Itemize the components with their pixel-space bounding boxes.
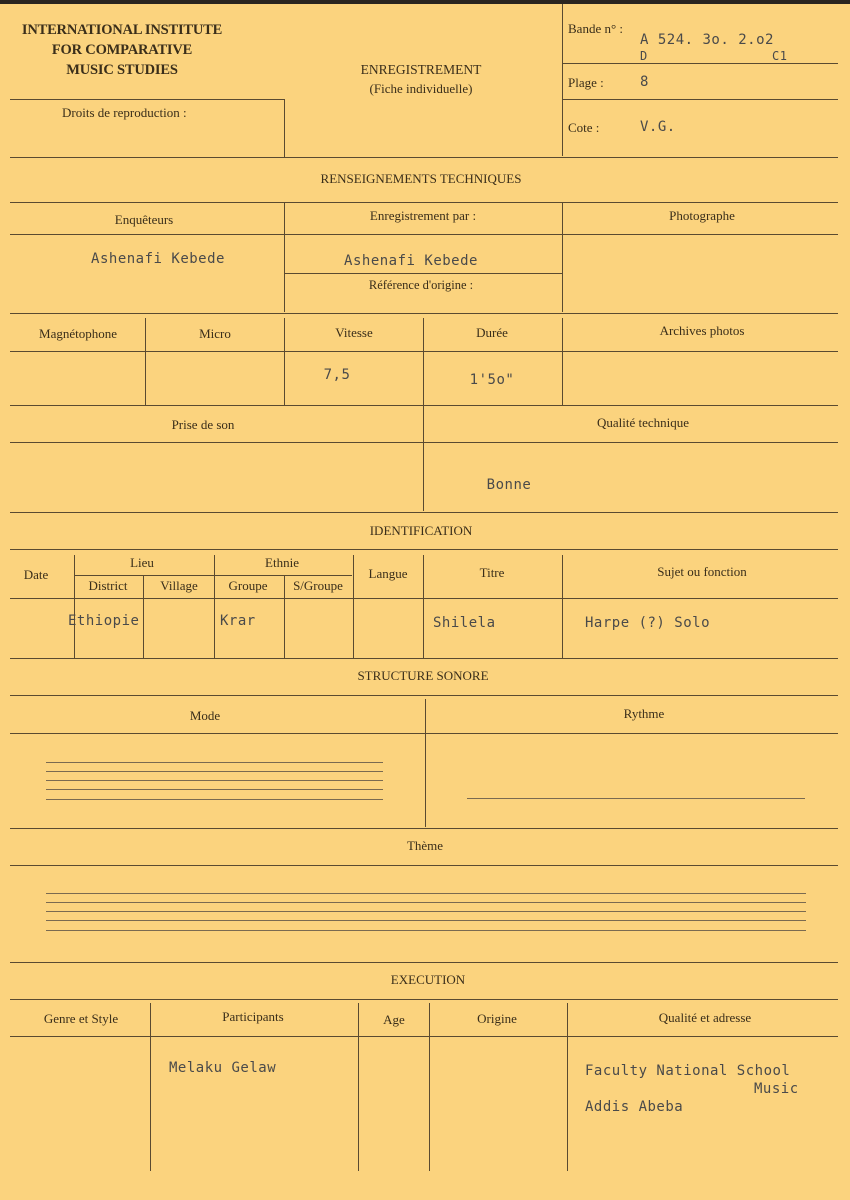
vitesse-value: 7,5 xyxy=(323,367,351,383)
divider xyxy=(10,313,838,314)
magnetophone-label: Magnétophone xyxy=(39,326,117,341)
date-label: Date xyxy=(23,567,49,582)
cote-label: Cote : xyxy=(568,120,600,135)
divider xyxy=(10,351,838,352)
divider xyxy=(284,318,285,406)
adresse-line-2: Music xyxy=(754,1081,799,1097)
institute-line-3: MUSIC STUDIES xyxy=(66,62,178,78)
divider xyxy=(10,999,838,1000)
bande-value: A 524. 3o. 2.o2 xyxy=(640,32,774,48)
divider xyxy=(10,865,838,866)
divider xyxy=(284,99,285,157)
bande-value-d: D xyxy=(640,49,648,63)
divider xyxy=(10,962,838,963)
section-structure-title: STRUCTURE SONORE xyxy=(357,668,489,683)
reference-label: Référence d'origine : xyxy=(368,278,474,292)
enqueteurs-value: Ashenafi Kebede xyxy=(91,251,225,267)
district-value: Ethiopie xyxy=(68,613,140,629)
sujet-label: Sujet ou fonction xyxy=(657,564,747,579)
divider xyxy=(10,658,838,659)
divider xyxy=(10,1036,838,1037)
divider xyxy=(284,575,285,658)
mode-staff-line xyxy=(46,771,383,772)
theme-staff-line xyxy=(46,911,806,912)
origine-label: Origine xyxy=(477,1011,517,1026)
village-label: Village xyxy=(160,578,198,593)
divider xyxy=(284,202,285,312)
qualite-technique-label: Qualité technique xyxy=(596,415,690,430)
mode-staff-line xyxy=(46,799,383,800)
divider xyxy=(10,157,838,158)
groupe-value: Krar xyxy=(220,613,256,629)
bande-value-c1: C1 xyxy=(772,49,788,63)
divider xyxy=(353,555,354,658)
divider xyxy=(429,1003,430,1171)
droits-label: Droits de reproduction : xyxy=(62,105,187,120)
divider xyxy=(562,318,563,406)
divider xyxy=(10,405,838,406)
divider xyxy=(10,695,838,696)
sgroupe-label: S/Groupe xyxy=(293,578,343,593)
plage-value: 8 xyxy=(640,74,649,90)
groupe-label: Groupe xyxy=(228,578,268,593)
section-technique-title: RENSEIGNEMENTS TECHNIQUES xyxy=(320,171,522,186)
divider xyxy=(423,318,424,406)
divider xyxy=(10,733,838,734)
divider xyxy=(562,555,563,658)
bande-label: Bande n° : xyxy=(568,21,624,36)
ethnie-label: Ethnie xyxy=(265,555,299,570)
divider xyxy=(358,1003,359,1171)
vitesse-label: Vitesse xyxy=(335,325,373,340)
theme-staff-line xyxy=(46,930,806,931)
mode-staff-line xyxy=(46,780,383,781)
genre-label: Genre et Style xyxy=(43,1011,119,1026)
divider xyxy=(562,63,838,64)
divider xyxy=(562,4,563,156)
theme-staff-line xyxy=(46,902,806,903)
qualite-technique-value: Bonne xyxy=(486,477,532,493)
divider xyxy=(562,99,838,100)
divider xyxy=(567,1003,568,1171)
divider xyxy=(150,1003,151,1171)
card-title: ENREGISTREMENT xyxy=(360,62,482,77)
enregistrement-par-value: Ashenafi Kebede xyxy=(344,253,478,269)
divider xyxy=(10,549,838,550)
institute-line-1: INTERNATIONAL INSTITUTE xyxy=(21,22,223,38)
divider xyxy=(214,555,215,658)
cote-value: V.G. xyxy=(640,119,676,135)
participants-label: Participants xyxy=(222,1009,284,1024)
top-edge xyxy=(0,0,850,4)
participants-value: Melaku Gelaw xyxy=(169,1060,277,1076)
duree-label: Durée xyxy=(476,325,508,340)
titre-label: Titre xyxy=(479,565,505,580)
divider xyxy=(284,273,562,274)
theme-staff-line xyxy=(46,920,806,921)
mode-staff-line xyxy=(46,789,383,790)
section-execution-title: EXECUTION xyxy=(390,972,466,987)
divider xyxy=(10,598,838,599)
divider xyxy=(425,699,426,827)
divider xyxy=(562,202,563,312)
institute-line-2: FOR COMPARATIVE xyxy=(51,42,193,58)
plage-label: Plage : xyxy=(568,75,604,90)
mode-staff-line xyxy=(46,762,383,763)
divider xyxy=(10,512,838,513)
theme-label: Thème xyxy=(406,838,444,853)
langue-label: Langue xyxy=(368,566,408,581)
divider xyxy=(423,555,424,658)
divider xyxy=(10,234,838,235)
enqueteurs-label: Enquêteurs xyxy=(114,212,174,227)
divider xyxy=(10,202,838,203)
district-label: District xyxy=(88,578,128,593)
card-subtitle: (Fiche individuelle) xyxy=(369,81,473,96)
duree-value: 1'5o" xyxy=(469,372,515,388)
divider xyxy=(145,318,146,406)
photographe-label: Photographe xyxy=(669,208,735,223)
adresse-line-3: Addis Abeba xyxy=(585,1099,684,1115)
divider xyxy=(10,442,838,443)
micro-label: Micro xyxy=(199,326,231,341)
theme-staff-line xyxy=(46,893,806,894)
sujet-value: Harpe (?) Solo xyxy=(585,615,711,631)
prise-de-son-label: Prise de son xyxy=(171,417,235,432)
divider xyxy=(423,405,424,511)
archives-label: Archives photos xyxy=(659,323,745,338)
adresse-line-1: Faculty National School xyxy=(585,1063,791,1079)
lieu-label: Lieu xyxy=(130,555,154,570)
age-label: Age xyxy=(383,1012,405,1027)
divider xyxy=(74,555,75,658)
qualite-adresse-label: Qualité et adresse xyxy=(658,1010,752,1025)
divider xyxy=(143,575,144,658)
mode-label: Mode xyxy=(189,708,221,723)
rythme-label: Rythme xyxy=(623,706,665,721)
section-identification-title: IDENTIFICATION xyxy=(369,523,473,538)
rythme-line xyxy=(467,798,805,799)
enregistrement-par-label: Enregistrement par : xyxy=(369,208,477,223)
titre-value: Shilela xyxy=(433,615,496,631)
divider xyxy=(10,99,285,100)
divider xyxy=(10,828,838,829)
